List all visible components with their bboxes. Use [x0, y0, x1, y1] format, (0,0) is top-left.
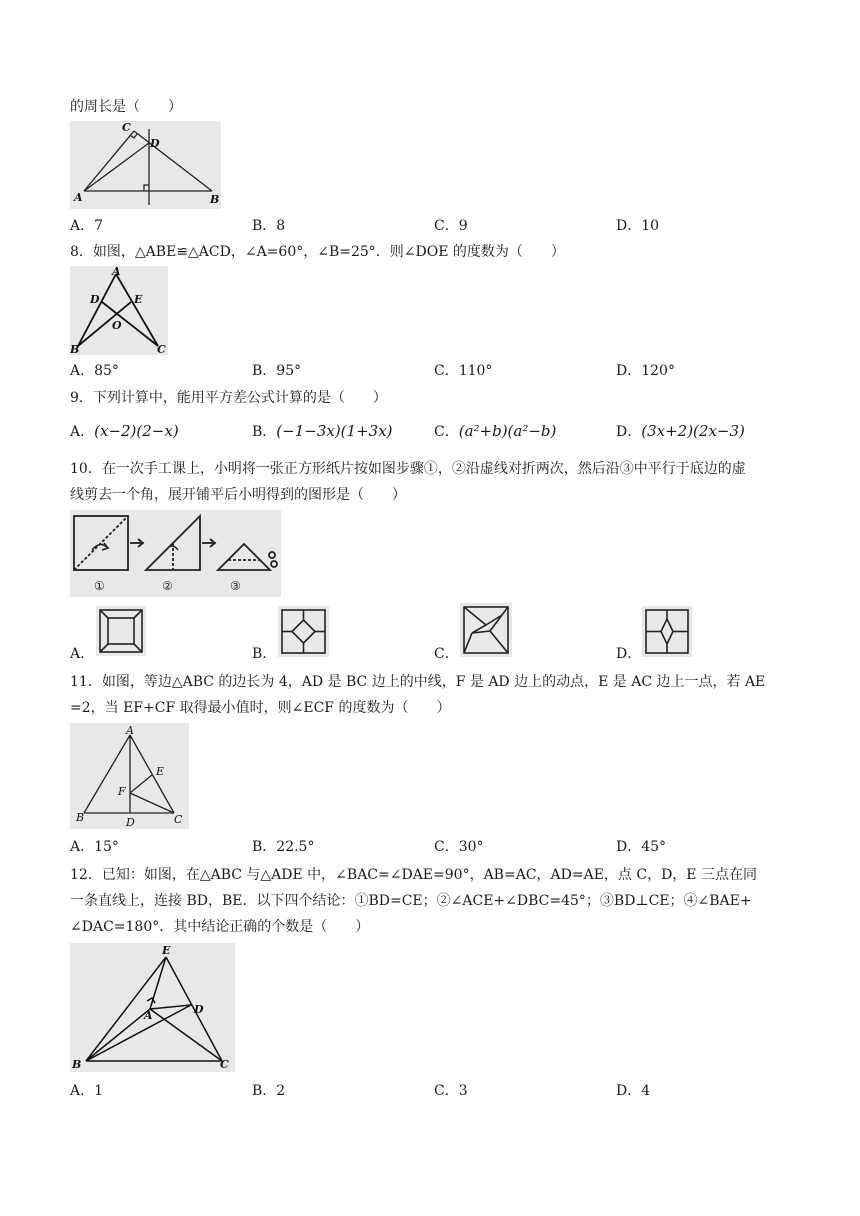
q7-label-c: C — [122, 121, 131, 134]
q11-option-d[interactable]: D．45° — [616, 839, 667, 855]
q9-option-a-letter: A． — [70, 424, 95, 440]
q10-option-c[interactable]: C． — [434, 646, 459, 662]
q11-option-a[interactable]: A．15° — [70, 839, 119, 855]
q11-label-d: D — [126, 816, 135, 829]
q11-label-e: E — [156, 765, 165, 778]
q10-step-label-2: ② — [162, 579, 173, 593]
q12-option-d[interactable]: D．4 — [616, 1083, 651, 1099]
q9-option-d-expr: (3x+2)(2x−3) — [641, 422, 745, 440]
q11-option-b[interactable]: B．22.5° — [252, 839, 315, 855]
q8-figure — [70, 266, 168, 355]
q12-label-a: A — [144, 1009, 153, 1022]
q9-option-d-letter: D． — [616, 424, 642, 440]
q8-option-c[interactable]: C．110° — [434, 363, 493, 379]
q10-stem-line1: 10．在一次手工课上，小明将一张正方形纸片按如图步骤①，②沿虚线对折两次，然后沿③中平行于底边的虚 — [70, 461, 746, 477]
q11-option-c[interactable]: C．30° — [434, 839, 484, 855]
q7-option-d[interactable]: D．10 — [616, 218, 660, 234]
q10-step-label-1: ① — [94, 579, 105, 593]
q9-option-c[interactable] — [434, 422, 556, 441]
q11-label-c: C — [174, 813, 183, 826]
q10-option-d-figure[interactable] — [642, 606, 692, 657]
q12-figure — [70, 943, 235, 1072]
q8-label-o: O — [112, 319, 122, 332]
q7-label-a: A — [74, 191, 83, 204]
q10-option-c-figure[interactable] — [460, 603, 512, 657]
q8-option-d[interactable]: D．120° — [616, 363, 675, 379]
q8-option-a[interactable]: A．85° — [70, 363, 119, 379]
q12-option-a[interactable]: A．1 — [70, 1083, 104, 1099]
q10-step-label-3: ③ — [230, 579, 241, 593]
q12-option-c[interactable]: C．3 — [434, 1083, 468, 1099]
q10-option-b[interactable]: B． — [252, 646, 277, 662]
q7-label-b: B — [210, 193, 220, 206]
q7-label-d: D — [150, 137, 160, 150]
q11-stem-line2: =2，当 EF+CF 取得最小值时，则∠ECF 的度数为（ ） — [70, 700, 451, 716]
q8-option-b[interactable]: B．95° — [252, 363, 302, 379]
q10-option-d[interactable]: D． — [616, 646, 642, 662]
q12-stem-line2: 一条直线上，连接 BD，BE．以下四个结论：①BD=CE；②∠ACE+∠DBC=45°；③BD⊥CE；④∠BAE+ — [70, 893, 752, 909]
q11-label-a: A — [126, 724, 134, 737]
q9-option-a-expr: (x−2)(2−x) — [94, 422, 179, 440]
q12-label-d: D — [194, 1003, 204, 1016]
q12-stem-line3: ∠DAC=180°．其中结论正确的个数是（ ） — [70, 919, 370, 935]
q9-option-c-expr: (a²+b)(a²−b) — [458, 422, 557, 440]
q9-option-d[interactable] — [616, 422, 745, 441]
q9-stem: 9．下列计算中，能用平方差公式计算的是（ ） — [70, 390, 387, 406]
q7-option-c[interactable]: C．9 — [434, 218, 468, 234]
q10-option-a[interactable]: A． — [70, 646, 95, 662]
q11-stem-line1: 11．如图，等边△ABC 的边长为 4，AD 是 BC 边上的中线，F 是 AD 边上的动点，E 是 AC 边上一点，若 AE — [70, 674, 766, 690]
q11-label-f: F — [118, 785, 126, 798]
q8-label-a: A — [112, 266, 121, 278]
q7-option-a[interactable]: A．7 — [70, 218, 104, 234]
q11-figure — [70, 723, 189, 829]
q8-stem: 8．如图，△ABE≌△ACD，∠A=60°，∠B=25°．则∠DOE 的度数为（ ） — [70, 244, 565, 260]
q9-option-b-expr: (−1−3x)(1+3x) — [276, 422, 393, 440]
q7-option-b[interactable]: B．8 — [252, 218, 286, 234]
q8-label-d: D — [90, 293, 100, 306]
q8-label-e: E — [134, 293, 143, 306]
q7-stem-tail: 的周长是（ ） — [70, 99, 182, 115]
q12-label-b: B — [72, 1058, 82, 1071]
q9-option-a[interactable] — [70, 422, 179, 441]
q11-label-b: B — [76, 811, 85, 824]
q10-option-a-figure[interactable] — [96, 606, 146, 656]
q8-label-c: C — [157, 343, 166, 355]
q10-steps-figure — [70, 510, 281, 597]
q12-label-e: E — [162, 944, 171, 957]
q12-label-c: C — [220, 1058, 229, 1071]
q8-label-b: B — [70, 343, 80, 355]
q12-option-b[interactable]: B．2 — [252, 1083, 286, 1099]
q12-stem-line1: 12．已知：如图，在△ABC 与△ADE 中，∠BAC=∠DAE=90°，AB=AC，AD=AE，点 C，D，E 三点在同 — [70, 867, 757, 883]
q10-option-b-figure[interactable] — [278, 606, 329, 657]
q9-option-c-letter: C． — [434, 424, 459, 440]
q10-stem-line2: 线剪去一个角，展开铺平后小明得到的图形是（ ） — [70, 487, 406, 503]
q9-option-b[interactable] — [252, 422, 393, 441]
q7-figure — [70, 121, 221, 209]
q9-option-b-letter: B． — [252, 424, 277, 440]
